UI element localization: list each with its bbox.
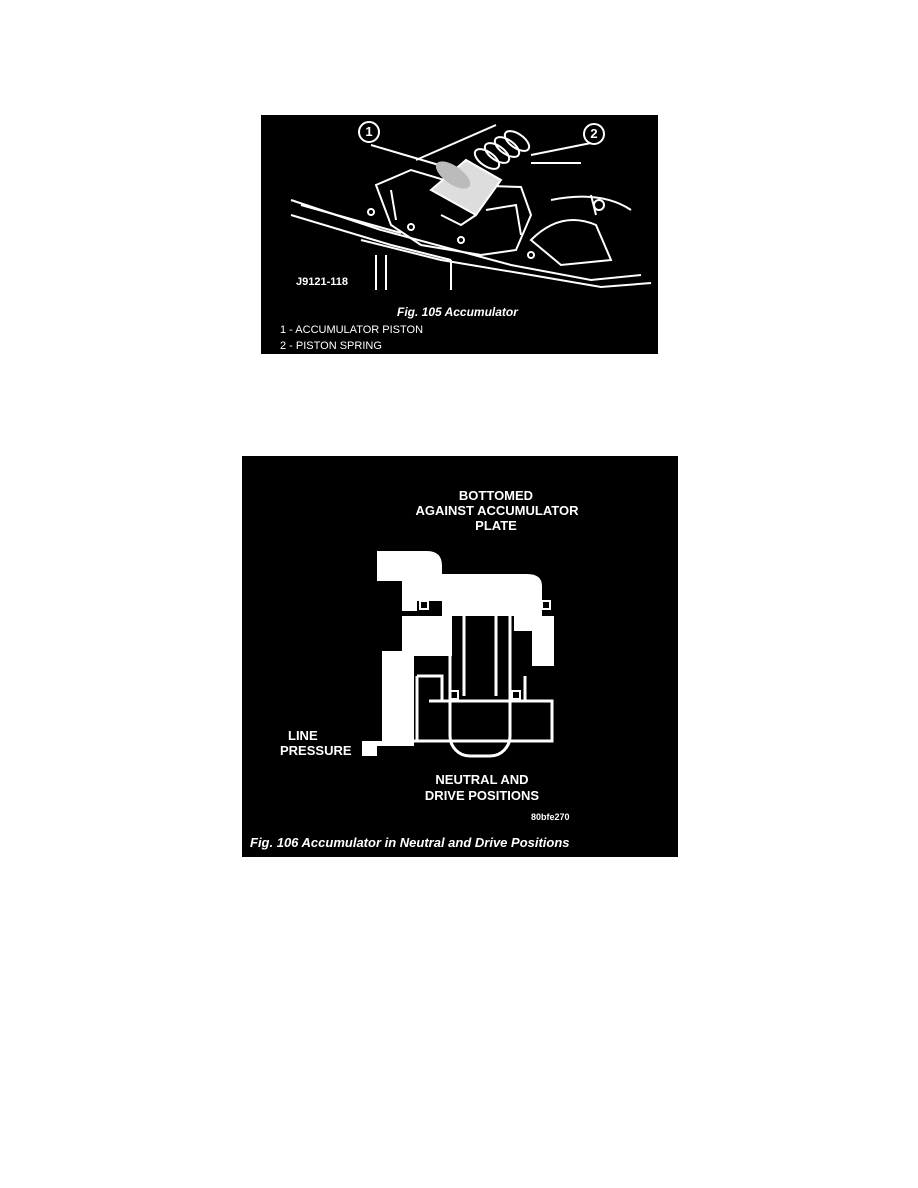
image-code: 80bfe270 — [531, 812, 570, 822]
label-bottomed: BOTTOMED — [458, 488, 534, 503]
figure-caption: Fig. 105 Accumulator — [397, 305, 518, 319]
figure-caption: Fig. 106 Accumulator in Neutral and Drive Positions — [250, 835, 570, 850]
figure-106-accumulator-neutral-drive — [242, 456, 678, 857]
callout-2: 2 — [583, 123, 605, 145]
label-pressure: PRESSURE — [280, 743, 352, 758]
label-neutral-and: NEUTRAL AND — [435, 772, 529, 787]
callout-1: 1 — [358, 121, 380, 143]
label-against-accumulator: AGAINST ACCUMULATOR — [415, 503, 579, 518]
label-plate: PLATE — [475, 518, 517, 533]
image-code: J9121-118 — [296, 276, 348, 288]
figure-105-accumulator — [261, 115, 658, 354]
legend-item-1: 1 - ACCUMULATOR PISTON — [280, 324, 424, 336]
label-line: LINE — [288, 728, 318, 743]
legend-item-2: 2 - PISTON SPRING — [280, 340, 382, 352]
label-drive-positions: DRIVE POSITIONS — [424, 788, 540, 803]
